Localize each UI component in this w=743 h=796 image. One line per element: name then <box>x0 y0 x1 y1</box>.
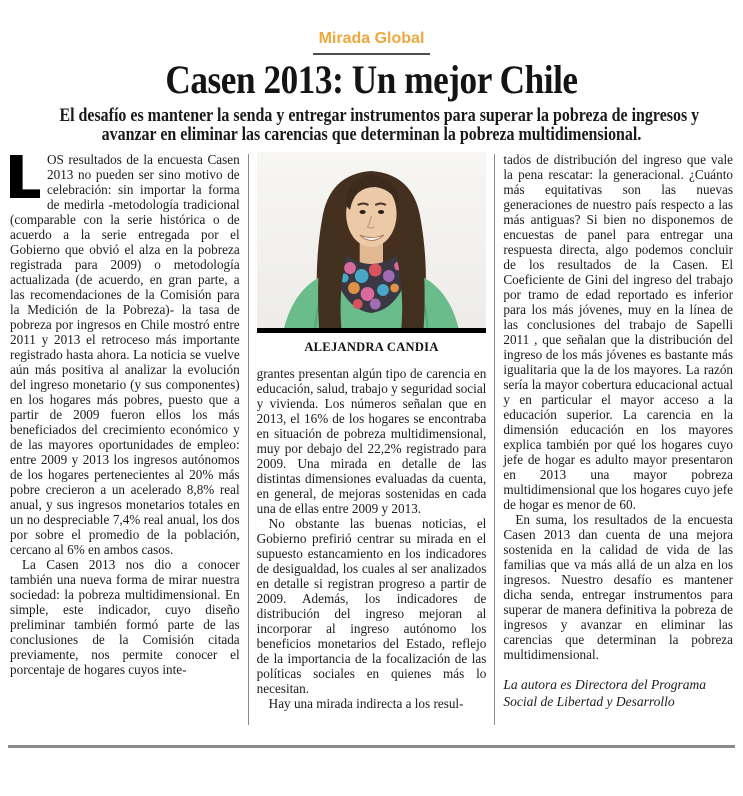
drop-cap-L <box>10 155 40 198</box>
photo-caption: ALEJANDRA CANDIA <box>304 340 439 354</box>
paragraph: La Casen 2013 nos dio a conocer también una nueva forma de mirar nuestra sociedad: la pobreza multidimensional. En simple, este indicador, cuyo diseño preliminar también formó parte de las conclusiones de la Comisión citada previamente, nos permite conocer el porcentaje de hogares cuyos inte- <box>10 557 240 677</box>
deck-line-2: avanzar en eliminar las carencias que determinan la pobreza multidimensional. <box>101 124 642 145</box>
deck-line-1: El desafío es mantener la senda y entregar instrumentos para superar la pobreza de ingresos y <box>59 105 700 126</box>
article-title: Casen 2013: Un mejor Chile <box>165 57 578 102</box>
bottom-rule <box>8 745 735 748</box>
paragraph: grantes presentan algún tipo de carencia en educación, salud, trabajo y seguridad social y vivienda. Los números señalan que en 2013, el 16% de los hogares se encontraba en situación de pobreza multidimensional, muy por debajo del 22,2% registrado para 2009. Una mirada en detalle de las distintas dimensiones evaluadas da cuenta, en general, de mejoras sostenidas en cada una de ellas entre 2009 y 2013. <box>256 366 487 516</box>
paragraph: En suma, los resultados de la encuesta Casen 2013 dan cuenta de una mejora sostenida en la calidad de vida de las familias que va más allá de un alza en los ingresos. Nuestro desafío es mantener dicha senda, entregar instrumentos para superar de manera definitiva la pobreza de ingresos y avanzar en eliminar las carencias que determinan la pobreza multidimensional. <box>503 512 734 662</box>
author-note: La autora es Directora del Programa Social de Libertad y Desarrollo <box>503 677 706 709</box>
column-divider <box>494 154 495 725</box>
article-deck <box>0 106 743 144</box>
section-kicker-wrap <box>0 0 743 55</box>
article-body <box>10 152 733 725</box>
column-1 <box>10 152 240 725</box>
column-2 <box>257 152 487 725</box>
author-photo <box>257 152 487 328</box>
section-kicker: Mirada Global <box>313 30 431 55</box>
column-divider <box>248 154 249 725</box>
column-3 <box>503 152 733 725</box>
paragraph-text: OS resultados de la encuesta Casen 2013 no pueden ser sino motivo de celebración: sin importar la forma de medirla -metodología tradicional (comparable con la serie histórica o de acuerdo a la serie entregada por el Gobierno que obvió el alza en la pobreza registrada para 2009) o metodología actualizada (de acuerdo, en gran parte, a las recomendaciones de la Comisión para la Medición de la Pobreza)- la tasa de pobreza por ingresos en Chile mostró entre 2011 y 2013 el retroceso más importante registrado hasta ahora. La noticia se vuelve aún más positiva al analizar la evolución del ingreso monetario (y sus componentes) en los hogares más pobres, puesto que a partir de 2009 fueron ellos los más beneficiados del crecimiento económico y de las mayores oportunidades de empleo: entre 2009 y 2013 los ingresos autónomos de los hogares pertenecientes al 20% más pobre crecieron a un acelerado 8,8% real anual, y sus ingresos monetarios totales en un no despreciable 7,4% real anual, los dos por sobre el promedio de la población, cercano al 6% en ambos casos. <box>10 152 240 557</box>
paragraph: tados de distribución del ingreso que vale la pena rescatar: la generacional. ¿Cuánto más equitativas son las nuevas generaciones de nuestro país respecto a las más antiguas? Si bien no disponemos de encuestas de panel para entregar una respuesta directa, algo podemos concluir de los resultados de la Casen. El Coeficiente de Gini del ingreso del trabajo por tramo de edad reportado es inferior para los más jóvenes, muy en la línea de las conclusiones del trabajo de Sapelli 2011 , que señalan que la distribución del ingreso de los más jóvenes es bastante más igualitaria que la de los mayores. La razón sería la mayor cobertura educacional actual y en particular el mayor acceso a la educación superior. La carencia en la dimensión educación en los mayores explica también por qué los hogares cuyo jefe de hogar es adulto mayor presentaron en 2013 una mayor pobreza multidimensional que los hogares cuyo jefe de hogar es menor de 60. <box>503 152 734 512</box>
paragraph <box>10 152 240 557</box>
paragraph: No obstante las buenas noticias, el Gobierno prefirió centrar su mirada en el supuesto estancamiento en los indicadores de desigualdad, los cuales al ser analizados en detalle si registran progreso a partir de 2009. Además, los indicadores de distribución del ingreso mejoran al incorporar al ingreso autónomo los beneficios monetarios del Estado, reflejo de la importancia de la focalización de las políticas sociales en quienes más lo necesitan. <box>256 516 487 696</box>
paragraph: Hay una mirada indirecta a los resul- <box>268 696 464 711</box>
